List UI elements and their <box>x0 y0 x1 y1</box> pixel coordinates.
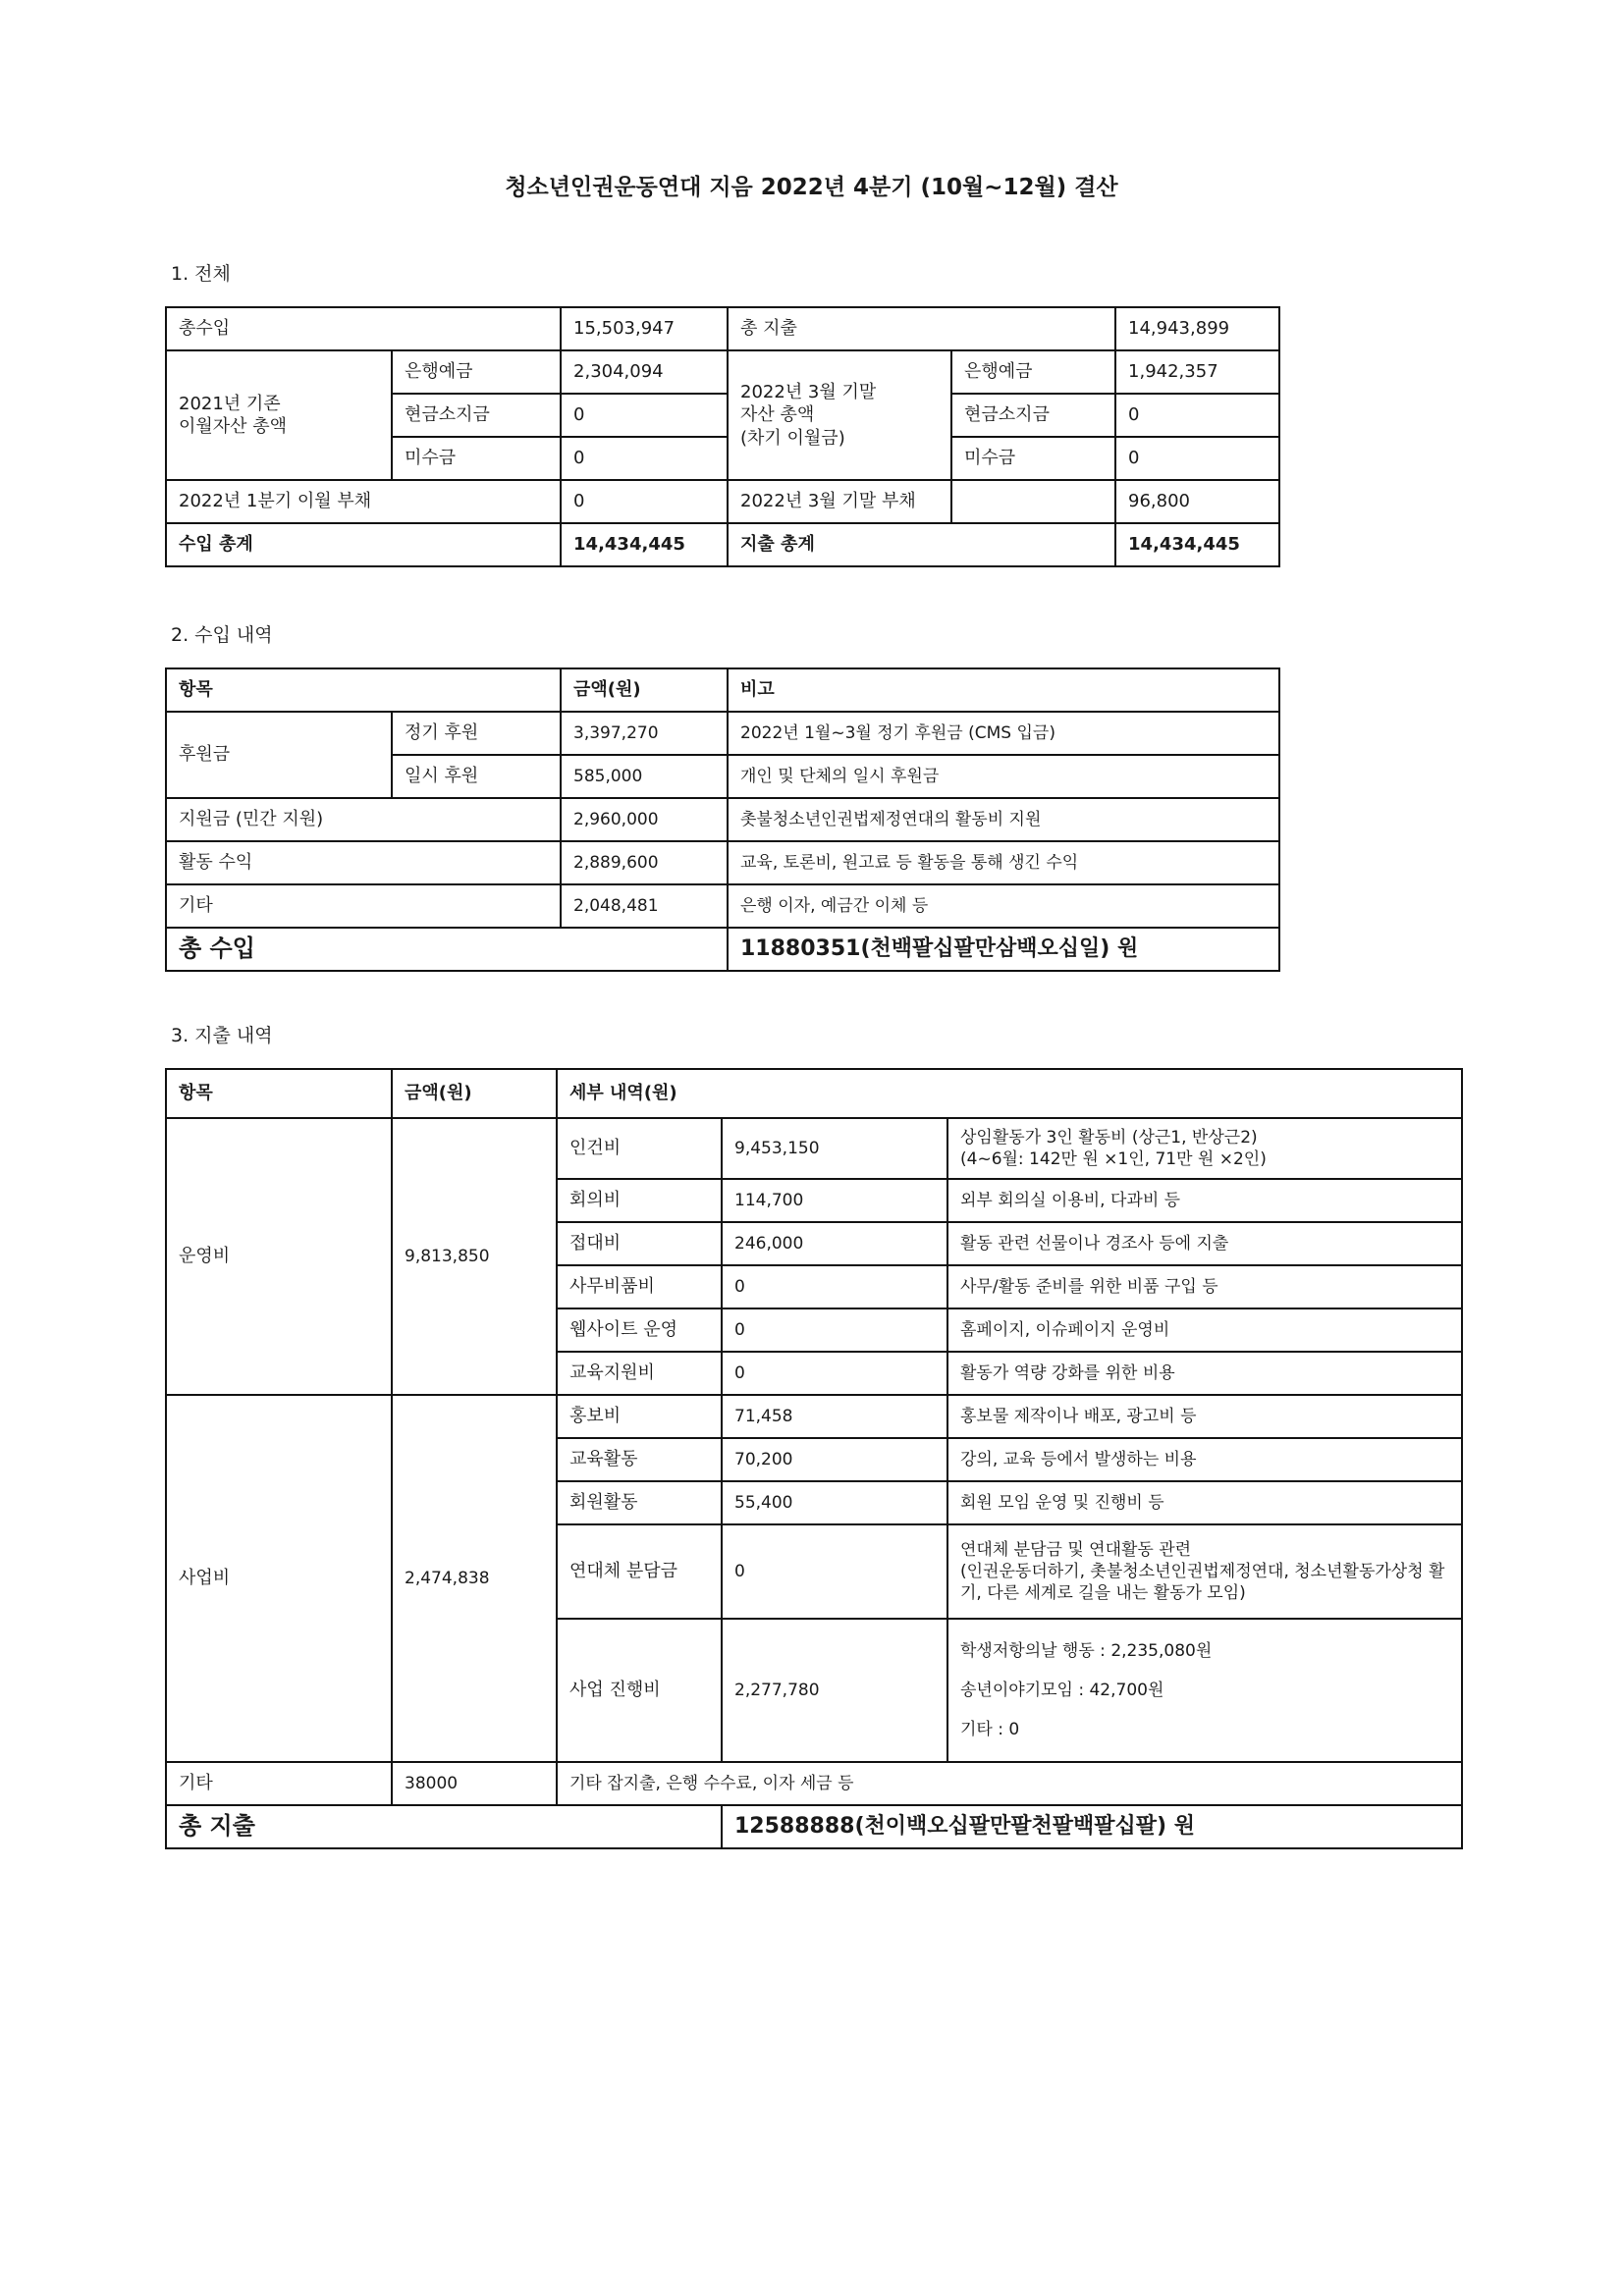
income-item: 활동 수익 <box>166 841 561 884</box>
expense-header-detail: 세부 내역(원) <box>557 1069 1462 1118</box>
expense-item-amount: 0 <box>722 1265 947 1308</box>
opex-amount: 9,813,850 <box>392 1118 557 1395</box>
income-header-note: 비고 <box>728 668 1279 712</box>
expense-item-amount: 70,200 <box>722 1438 947 1481</box>
expense-item-amount: 2,277,780 <box>722 1619 947 1762</box>
debt-right-empty <box>951 480 1115 523</box>
expense-item-name: 교육지원비 <box>557 1352 722 1395</box>
project-amount: 2,474,838 <box>392 1395 557 1762</box>
expense-item-amount: 0 <box>722 1352 947 1395</box>
donation-note: 2022년 1월~3월 정기 후원금 (CMS 입금) <box>728 712 1279 755</box>
right-row-label: 은행예금 <box>951 350 1115 394</box>
left-row-value: 0 <box>561 394 728 437</box>
right-row-label: 미수금 <box>951 437 1115 480</box>
expense-item-note: 홈페이지, 이슈페이지 운영비 <box>947 1308 1462 1352</box>
expense-item-name: 웹사이트 운영 <box>557 1308 722 1352</box>
income-amount: 2,048,481 <box>561 884 728 928</box>
income-note: 교육, 토론비, 원고료 등 활동을 통해 생긴 수익 <box>728 841 1279 884</box>
expense-item-note: 회원 모임 운영 및 진행비 등 <box>947 1481 1462 1524</box>
expense-item-amount: 71,458 <box>722 1395 947 1438</box>
expense-item-note: 홍보물 제작이나 배포, 광고비 등 <box>947 1395 1462 1438</box>
income-sum-label: 수입 총계 <box>166 523 561 566</box>
left-row-value: 2,304,094 <box>561 350 728 394</box>
expense-etc-label: 기타 <box>166 1762 392 1805</box>
debt-left-label: 2022년 1분기 이월 부채 <box>166 480 561 523</box>
overall-table <box>165 306 1280 567</box>
expense-item-name: 교육활동 <box>557 1438 722 1481</box>
income-sum-value: 14,434,445 <box>561 523 728 566</box>
project-note-line: 기타 : 0 <box>960 1720 1020 1740</box>
income-note: 촛불청소년인권법제정연대의 활동비 지원 <box>728 798 1279 841</box>
income-total-label: 총 수입 <box>166 928 728 971</box>
debt-right-value: 96,800 <box>1115 480 1279 523</box>
expense-sum-label: 지출 총계 <box>728 523 1115 566</box>
expense-item-amount: 9,453,150 <box>722 1118 947 1179</box>
expense-item-note: 활동 관련 선물이나 경조사 등에 지출 <box>947 1222 1462 1265</box>
expense-item-name: 사무비품비 <box>557 1265 722 1308</box>
right-row-value: 1,942,357 <box>1115 350 1279 394</box>
left-row-label: 현금소지금 <box>392 394 561 437</box>
expense-etc-note: 기타 잡지출, 은행 수수료, 이자 세금 등 <box>557 1762 1462 1805</box>
expense-item-amount: 0 <box>722 1524 947 1619</box>
expense-item-note: 연대체 분담금 및 연대활동 관련 (인권운동더하기, 촛불청소년인권법제정연대, 청소년활동가상청 활기, 다른 세계로 길을 내는 활동가 모임) <box>947 1524 1462 1619</box>
expense-item-name: 사업 진행비 <box>557 1619 722 1762</box>
expense-item-amount: 0 <box>722 1308 947 1352</box>
expense-item-name: 회의비 <box>557 1179 722 1222</box>
expense-item-name: 홍보비 <box>557 1395 722 1438</box>
income-item: 기타 <box>166 884 561 928</box>
right-row-value: 0 <box>1115 394 1279 437</box>
total-expense-label: 총 지출 <box>728 307 1115 350</box>
expense-item-name: 연대체 분담금 <box>557 1524 722 1619</box>
donation-amount: 585,000 <box>561 755 728 798</box>
project-note-line: 송년이야기모임 : 42,700원 <box>960 1680 1164 1700</box>
donation-label: 후원금 <box>166 712 392 798</box>
section-heading-income: 2. 수입 내역 <box>171 624 273 646</box>
section-heading-expense: 3. 지출 내역 <box>171 1025 273 1046</box>
expense-etc-amount: 38000 <box>392 1762 557 1805</box>
debt-left-value: 0 <box>561 480 728 523</box>
expense-item-note: 활동가 역량 강화를 위한 비용 <box>947 1352 1462 1395</box>
left-row-label: 은행예금 <box>392 350 561 394</box>
expense-item-note: 강의, 교육 등에서 발생하는 비용 <box>947 1438 1462 1481</box>
donation-sub: 일시 후원 <box>392 755 561 798</box>
carryover-assets-label: 2021년 기존 이월자산 총액 <box>166 350 392 480</box>
left-row-label: 미수금 <box>392 437 561 480</box>
expense-item-note: 상임활동가 3인 활동비 (상근1, 반상근2) (4~6월: 142만 원 ×1인, 71만 원 ×2인) <box>947 1118 1462 1179</box>
donation-note: 개인 및 단체의 일시 후원금 <box>728 755 1279 798</box>
project-note-line: 학생저항의날 행동 : 2,235,080원 <box>960 1640 1213 1661</box>
income-note: 은행 이자, 예금간 이체 등 <box>728 884 1279 928</box>
expense-item-amount: 55,400 <box>722 1481 947 1524</box>
section-heading-overall: 1. 전체 <box>171 263 231 285</box>
donation-amount: 3,397,270 <box>561 712 728 755</box>
debt-right-label: 2022년 3월 기말 부채 <box>728 480 951 523</box>
right-row-label: 현금소지금 <box>951 394 1115 437</box>
total-expense-value: 14,943,899 <box>1115 307 1279 350</box>
expense-item-name: 회원활동 <box>557 1481 722 1524</box>
expense-item-name: 인건비 <box>557 1118 722 1179</box>
income-header-amount: 금액(원) <box>561 668 728 712</box>
right-row-value: 0 <box>1115 437 1279 480</box>
opex-label: 운영비 <box>166 1118 392 1395</box>
total-income-value: 15,503,947 <box>561 307 728 350</box>
income-total-value: 11880351(천백팔십팔만삼백오십일) 원 <box>728 928 1279 971</box>
project-label: 사업비 <box>166 1395 392 1762</box>
income-table <box>165 667 1280 972</box>
expense-sum-value: 14,434,445 <box>1115 523 1279 566</box>
income-amount: 2,960,000 <box>561 798 728 841</box>
expense-total-value: 12588888(천이백오십팔만팔천팔백팔십팔) 원 <box>722 1805 1462 1848</box>
expense-item-note: 외부 회의실 이용비, 다과비 등 <box>947 1179 1462 1222</box>
expense-item-note: 사무/활동 준비를 위한 비품 구입 등 <box>947 1265 1462 1308</box>
left-row-value: 0 <box>561 437 728 480</box>
income-item: 지원금 (민간 지원) <box>166 798 561 841</box>
expense-item-amount: 246,000 <box>722 1222 947 1265</box>
income-header-item: 항목 <box>166 668 561 712</box>
expense-item-notes <box>947 1619 1462 1762</box>
donation-sub: 정기 후원 <box>392 712 561 755</box>
page-title: 청소년인권운동연대 지음 2022년 4분기 (10월~12월) 결산 <box>505 175 1118 200</box>
expense-header-amount: 금액(원) <box>392 1069 557 1118</box>
expense-total-label: 총 지출 <box>166 1805 722 1848</box>
end-assets-label: 2022년 3월 기말 자산 총액 (차기 이월금) <box>728 350 951 480</box>
expense-table <box>165 1068 1463 1849</box>
expense-header-item: 항목 <box>166 1069 392 1118</box>
expense-item-name: 접대비 <box>557 1222 722 1265</box>
total-income-label: 총수입 <box>166 307 561 350</box>
expense-item-amount: 114,700 <box>722 1179 947 1222</box>
income-amount: 2,889,600 <box>561 841 728 884</box>
